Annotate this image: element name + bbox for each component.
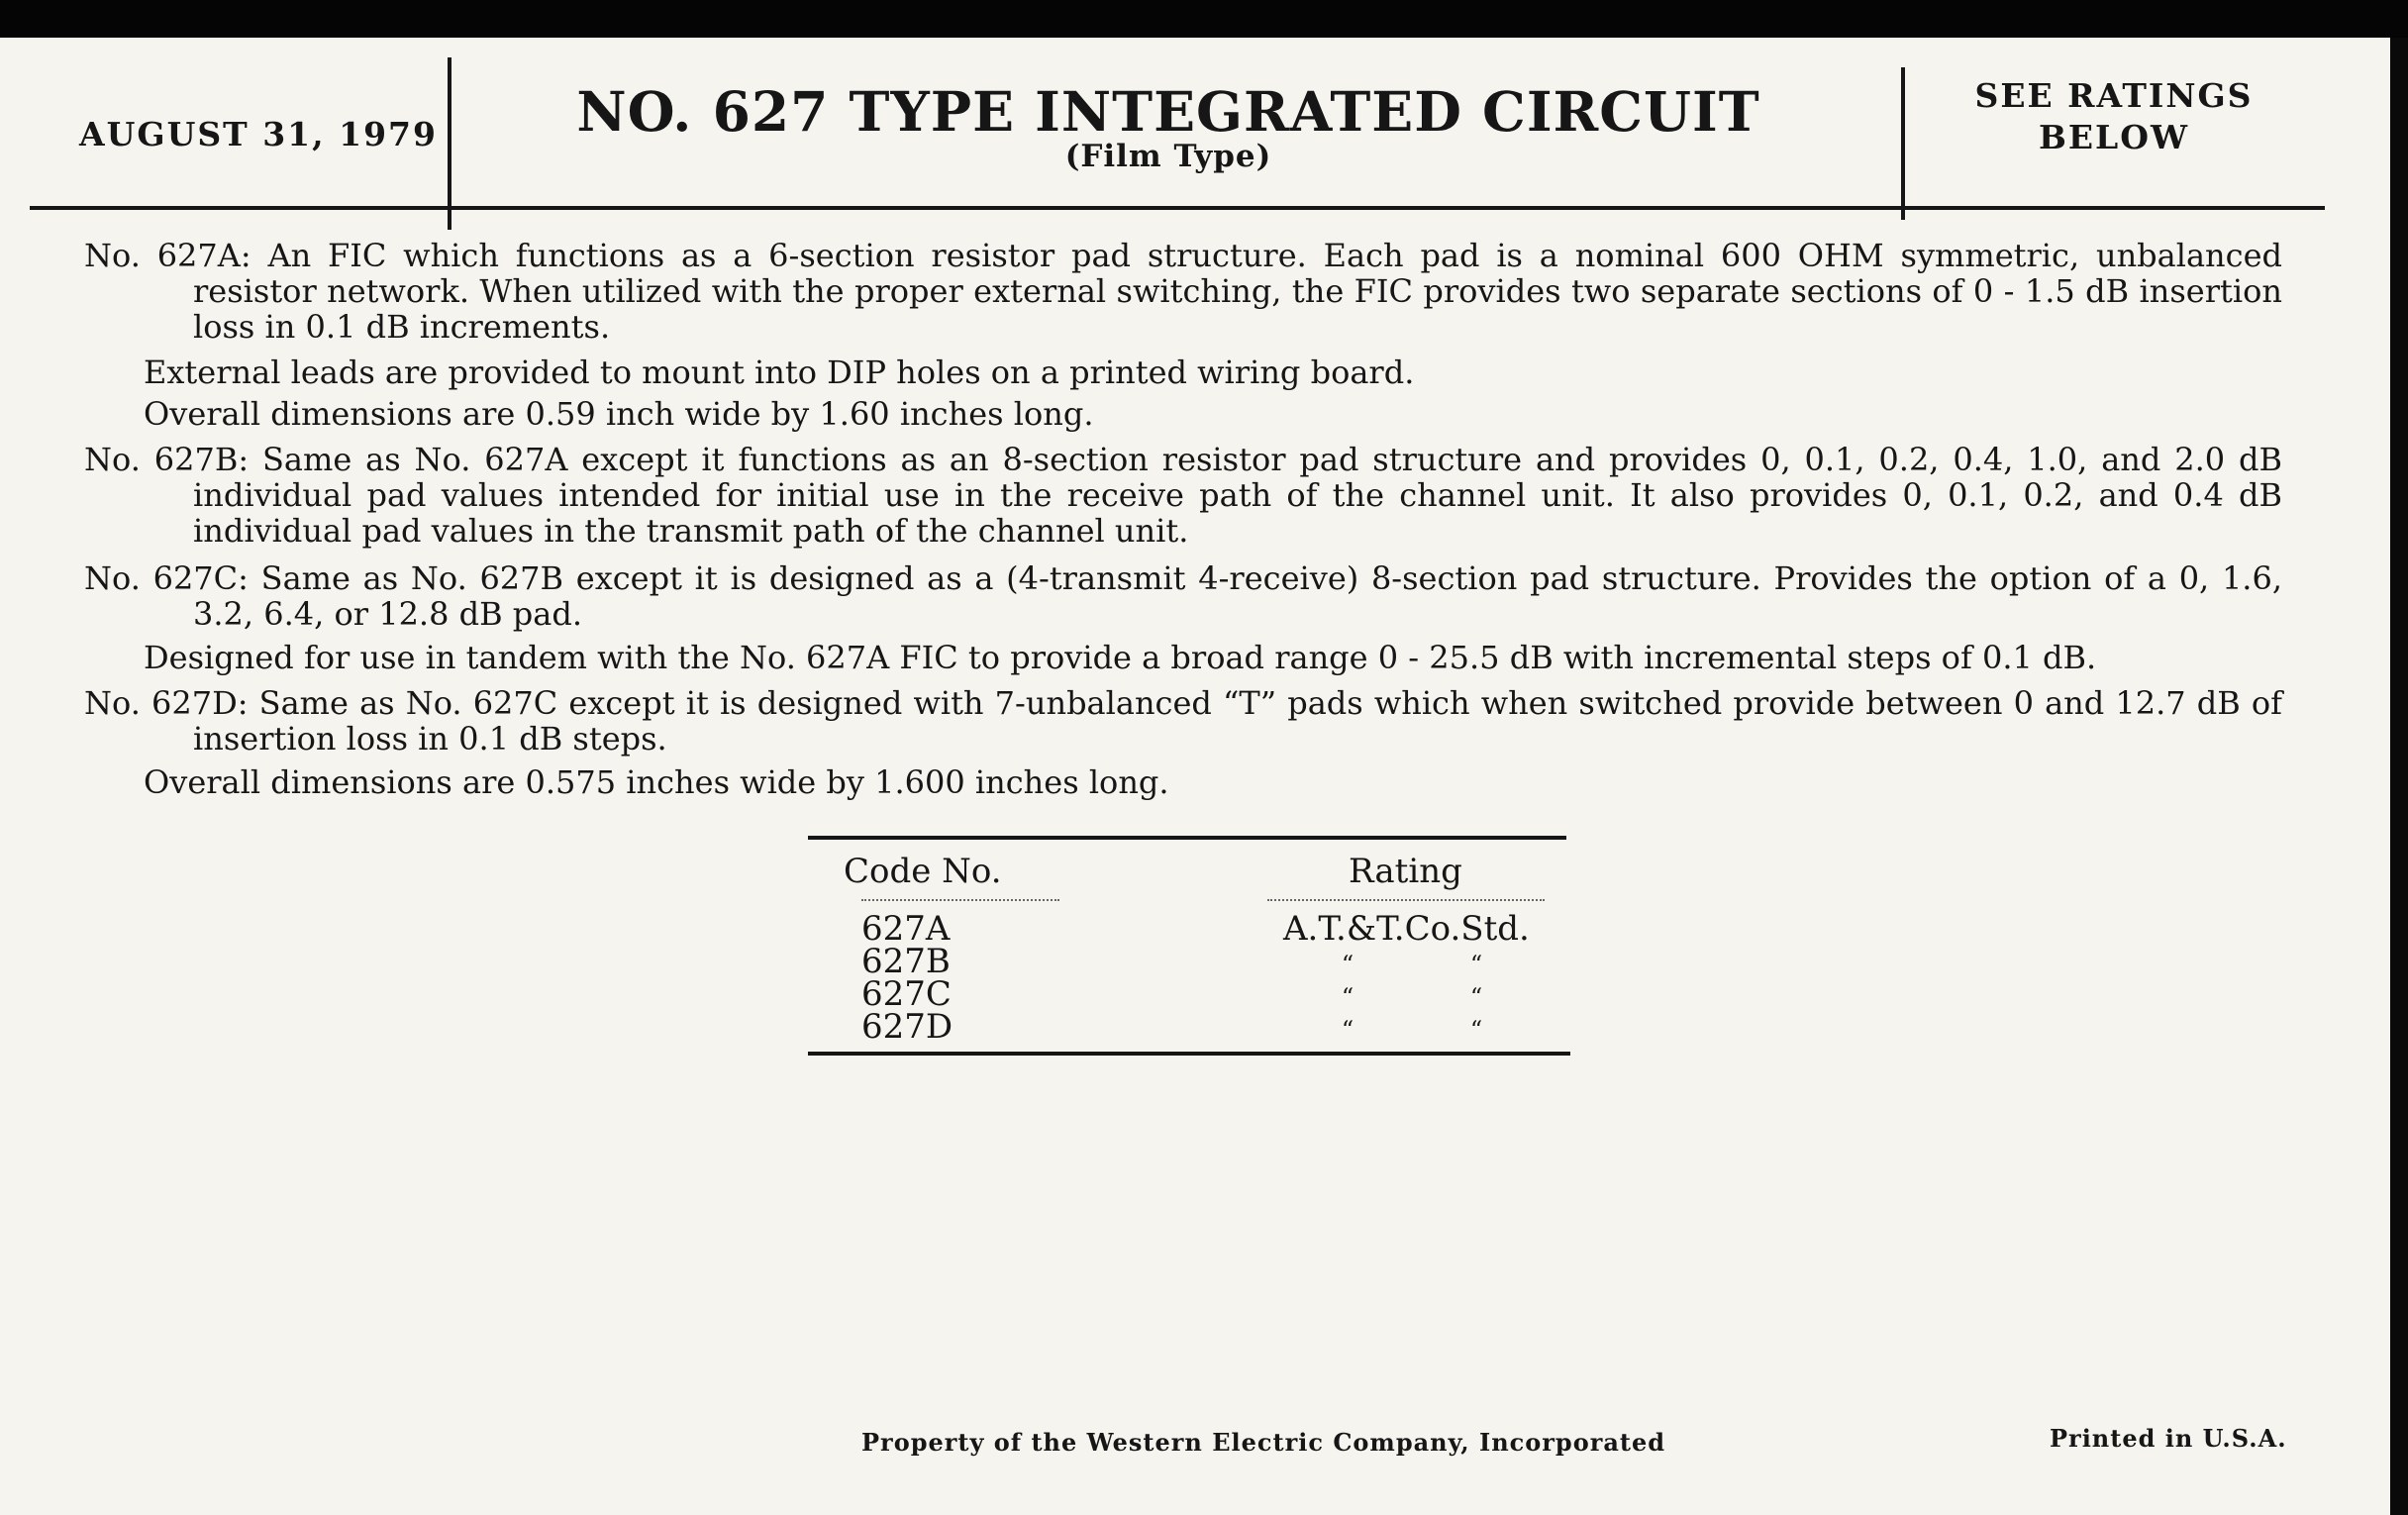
- header-divider-right: [1901, 67, 1905, 220]
- table-code-cell: 627D: [861, 1007, 953, 1047]
- table-bottom-rule: [808, 1052, 1570, 1056]
- ditto-mark: “: [1469, 1016, 1483, 1044]
- document-subtitle: (Film Type): [1064, 139, 1272, 174]
- table-rating-column: [1283, 909, 1541, 1044]
- table-header-dots-right: [1267, 899, 1545, 901]
- ratings-note: [1921, 75, 2307, 158]
- footer-printed: Printed in U.S.A.: [2050, 1424, 2287, 1453]
- table-rating-ditto-row: [1283, 1011, 1541, 1044]
- table-code-cell: 627C: [861, 974, 952, 1014]
- header-divider-left: [448, 57, 452, 230]
- table-code-cell: 627A: [861, 909, 951, 949]
- header-rule: [30, 206, 2325, 210]
- table-header-dots-left: [861, 899, 1059, 901]
- ditto-mark: “: [1341, 983, 1354, 1011]
- footer-property: Property of the Western Electric Company, Incorporated: [861, 1428, 1666, 1457]
- document-page: [0, 38, 2390, 1515]
- ratings-note-line2: BELOW: [2038, 118, 2190, 156]
- scan-edge: [2390, 38, 2408, 1515]
- table-code-column: [861, 909, 953, 1047]
- table-rating-ditto-row: [1283, 978, 1541, 1011]
- paragraph-627c: No. 627C: Same as No. 627B except it is designed as a (4-transmit 4-receive) 8-section pad structure. Provides the option of a 0, 1.6, 3.2, 6.4, or 12.8 dB pad.: [84, 559, 2282, 633]
- table-code-cell: 627B: [861, 942, 951, 981]
- table-header-code: Code No.: [844, 852, 1002, 891]
- paragraph-627a: No. 627A: An FIC which functions as a 6-section resistor pad structure. Each pad is a nominal 600 OHM symmetric, unbalanced resistor network. When utilized with the proper external switching, the FIC provides two separate sections of 0 - 1.5 dB insertion loss in 0.1 dB increments.: [84, 237, 2282, 346]
- paragraph-627a-dimensions: Overall dimensions are 0.59 inch wide by 1.60 inches long.: [144, 395, 1094, 433]
- document-date: AUGUST 31, 1979: [79, 115, 438, 153]
- ditto-mark: “: [1469, 983, 1483, 1011]
- paragraph-627c-tandem: Designed for use in tandem with the No. 627A FIC to provide a broad range 0 - 25.5 dB with incremental steps of 0.1 dB.: [144, 639, 2097, 676]
- ditto-mark: “: [1341, 1016, 1354, 1044]
- ratings-note-line1: SEE RATINGS: [1974, 76, 2254, 115]
- ditto-mark: “: [1469, 951, 1483, 978]
- document-title: NO. 627 TYPE INTEGRATED CIRCUIT: [576, 79, 1760, 144]
- paragraph-627a-leads: External leads are provided to mount into DIP holes on a printed wiring board.: [144, 354, 1415, 391]
- paragraph-627d-dimensions: Overall dimensions are 0.575 inches wide by 1.600 inches long.: [144, 763, 1169, 801]
- table-top-rule: [808, 836, 1566, 840]
- table-rating-cell: A.T.&T.Co.Std.: [1283, 909, 1530, 949]
- table-header-rating: Rating: [1349, 852, 1462, 891]
- ditto-mark: “: [1341, 951, 1354, 978]
- table-rating-ditto-row: [1283, 946, 1541, 978]
- paragraph-627b: No. 627B: Same as No. 627A except it functions as an 8-section resistor pad structure and provides 0, 0.1, 0.2, 0.4, 1.0, and 2.0 dB individual pad values intended for initial use in the receive path of the channel unit. It also provides 0, 0.1, 0.2, and 0.4 dB individual pad values in the transmit path of the channel unit.: [84, 441, 2282, 550]
- paragraph-627d: No. 627D: Same as No. 627C except it is designed with 7-unbalanced “T” pads which when switched provide between 0 and 12.7 dB of insertion loss in 0.1 dB steps.: [84, 684, 2282, 758]
